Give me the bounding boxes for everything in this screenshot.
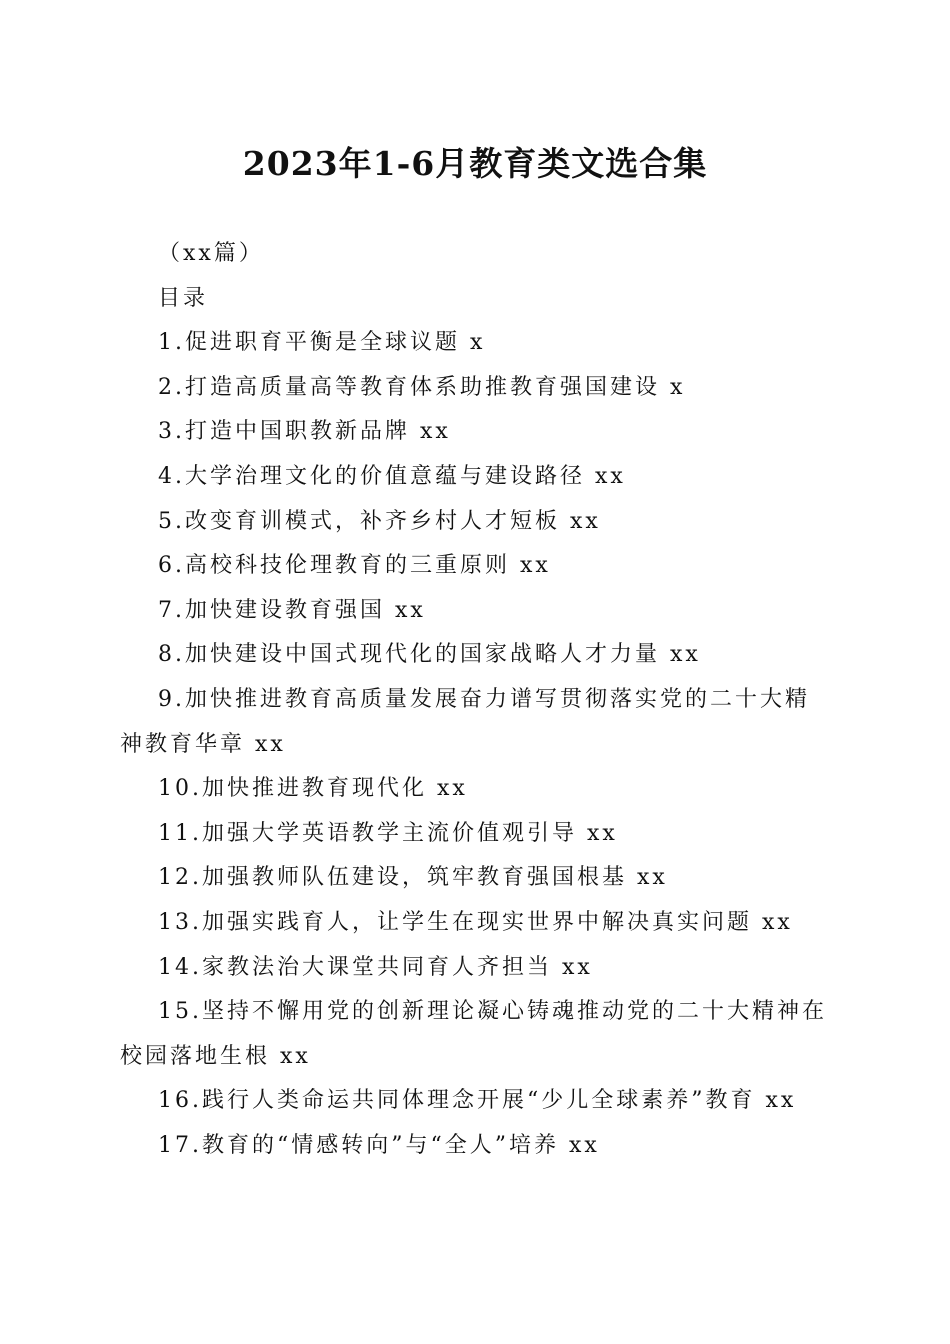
toc-item: 3.打造中国职教新品牌 xx <box>158 419 451 445</box>
toc-item: 4.大学治理文化的价值意蕴与建设路径 xx <box>158 463 626 489</box>
toc-item: 1.促进职育平衡是全球议题 x <box>158 330 486 356</box>
toc-item: 13.加强实践育人，让学生在现实世界中解决真实问题 xx <box>158 909 793 935</box>
toc-item: 14.家教法治大课堂共同育人齐担当 xx <box>158 954 593 980</box>
toc-list <box>120 321 830 1168</box>
toc-item: 5.改变育训模式，补齐乡村人才短板 xx <box>158 508 601 534</box>
toc-item: 16.践行人类命运共同体理念开展“少儿全球素养”教育 xx <box>158 1088 797 1114</box>
count-note: （xx篇） <box>158 241 264 266</box>
toc-item: 2.打造高质量高等教育体系助推教育强国建设 x <box>158 374 686 400</box>
document-body <box>120 232 830 1168</box>
toc-item: 7.加快建设教育强国 xx <box>158 597 426 623</box>
toc-item: 9.加快推进教育高质量发展奋力谱写贯彻落实党的二十大精神教育华章 xx <box>120 686 810 757</box>
toc-item: 12.加强教师队伍建设，筑牢教育强国根基 xx <box>158 865 668 891</box>
toc-heading: 目录 <box>158 285 209 311</box>
toc-item: 8.加快建设中国式现代化的国家战略人才力量 xx <box>158 642 701 668</box>
toc-item: 11.加强大学英语教学主流价值观引导 xx <box>158 820 618 846</box>
toc-item: 17.教育的“情感转向”与“全人”培养 xx <box>158 1132 600 1158</box>
toc-item: 6.高校科技伦理教育的三重原则 xx <box>158 553 551 579</box>
toc-item: 10.加快推进教育现代化 xx <box>158 776 468 802</box>
document-title: 2023年1-6月教育类文选合集 <box>242 144 708 183</box>
toc-item: 15.坚持不懈用党的创新理论凝心铸魂推动党的二十大精神在校园落地生根 xx <box>120 999 827 1069</box>
